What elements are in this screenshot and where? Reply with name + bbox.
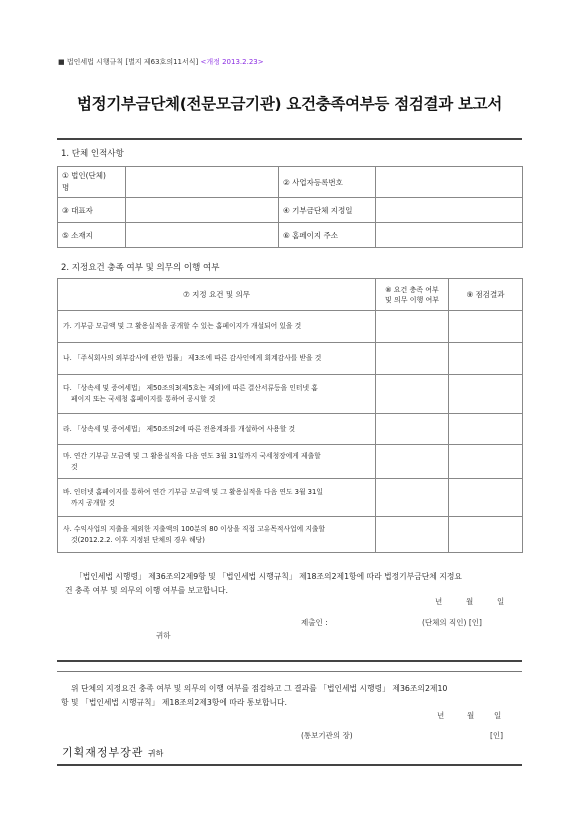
table-row <box>58 445 523 479</box>
homepage-label: ⑥ 홈페이지 주소 <box>279 223 376 248</box>
result-cell[interactable] <box>449 445 523 479</box>
compliance-cell[interactable] <box>376 445 449 479</box>
submitter-seal[interactable]: (단체의 직인) [인] <box>422 618 482 627</box>
table-row <box>58 311 523 343</box>
table-row <box>58 343 523 375</box>
compliance-cell[interactable] <box>376 311 449 343</box>
representative-label: ③ 대표자 <box>58 198 126 223</box>
info-row <box>58 198 523 223</box>
section2-heading: 2. 지정요건 충족 여부 및 의무의 이행 여부 <box>61 263 220 273</box>
report-recipient: 귀하 <box>156 631 171 640</box>
compliance-cell[interactable] <box>376 479 449 517</box>
table-row <box>58 517 523 553</box>
compliance-cell[interactable] <box>376 517 449 553</box>
requirement-ra: 라. 「상속세 및 증여세법」 제50조의2에 따른 전용계좌를 개설하여 사용할 것 <box>58 414 376 445</box>
info-row <box>58 223 523 248</box>
col-result: ⑨ 점검결과 <box>449 279 523 311</box>
table-row <box>58 375 523 414</box>
requirement-ba: 바. 인터넷 홈페이지를 통하여 연간 기부금 모금액 및 그 활용실적을 다음 연도 3월 31일 까지 공개할 것 <box>58 479 376 517</box>
report-year: 년 <box>435 597 443 606</box>
submitter-label: 제출인 : <box>301 618 328 627</box>
info-row <box>58 167 523 198</box>
table-row <box>58 414 523 445</box>
requirement-da: 다. 「상속세 및 증여세법」 제50조의3(제5호는 제외)에 따른 결산서류등을 인터넷 홈 페이지 또는 국세청 홈페이지를 통하여 공시할 것 <box>58 375 376 414</box>
bottom-divider <box>57 764 522 766</box>
requirement-ga: 가. 기부금 모금액 및 그 활용실적을 공개할 수 있는 홈페이지가 개설되어 있을 것 <box>58 311 376 343</box>
col-compliance: ⑧ 요건 충족 여부 및 의무 이행 여부 <box>376 279 449 311</box>
section1-heading: 1. 단체 인적사항 <box>61 149 124 159</box>
minister-recipient: 기획재정부장관 귀하 <box>62 746 164 759</box>
requirement-sa: 사. 수익사업의 지출을 제외한 지출액의 100분의 80 이상을 직접 고유목적사업에 지출할 것(2012.2.2. 이후 지정된 단체의 경우 해당) <box>58 517 376 553</box>
homepage-field[interactable] <box>376 223 523 248</box>
result-cell[interactable] <box>449 414 523 445</box>
notice-year: 년 <box>437 711 445 720</box>
compliance-cell[interactable] <box>376 375 449 414</box>
corp-name-label: ① 법인(단체) 명 <box>58 167 126 198</box>
page-title: 법정기부금단체(전문모금기관) 요건충족여부등 점검결과 보고서 <box>76 95 503 113</box>
middle-divider-thin <box>57 671 522 672</box>
notice-month: 월 <box>467 711 475 720</box>
requirements-header <box>58 279 523 311</box>
notice-day: 일 <box>494 711 502 720</box>
representative-field[interactable] <box>126 198 279 223</box>
top-divider <box>57 138 522 140</box>
middle-divider <box>57 660 522 662</box>
report-day: 일 <box>497 597 505 606</box>
address-field[interactable] <box>126 223 279 248</box>
bullet-icon: ■ <box>58 58 65 66</box>
report-month: 월 <box>466 597 474 606</box>
col-requirements: ⑦ 지정 요건 및 의무 <box>58 279 376 311</box>
biz-reg-label: ② 사업자등록번호 <box>279 167 376 198</box>
info-table <box>57 166 523 248</box>
designation-date-field[interactable] <box>376 198 523 223</box>
biz-reg-field[interactable] <box>376 167 523 198</box>
notice-text: 위 단체의 지정요건 충족 여부 및 의무의 이행 여부를 점검하고 그 결과를 「법인세법 시행령」 제36조의2제10 항 및 「법인세법 시행규칙」 제18조의2제3항에 따라 통보합니다. <box>61 684 448 707</box>
designation-date-label: ④ 기부금단체 지정일 <box>279 198 376 223</box>
compliance-cell[interactable] <box>376 343 449 375</box>
form-reference <box>58 57 264 67</box>
requirement-ma: 마. 연간 기부금 모금액 및 그 활용실적을 다음 연도 3월 31일까지 국세청장에게 제출할 것 <box>58 445 376 479</box>
notice-seal[interactable]: [인] <box>490 731 504 740</box>
table-row <box>58 479 523 517</box>
result-cell[interactable] <box>449 479 523 517</box>
compliance-cell[interactable] <box>376 414 449 445</box>
result-cell[interactable] <box>449 311 523 343</box>
form-ref-text: 법인세법 시행규칙 [별지 제63호의11서식] <box>66 58 199 66</box>
notice-agency: (통보기관의 장) <box>301 731 353 740</box>
result-cell[interactable] <box>449 343 523 375</box>
result-cell[interactable] <box>449 517 523 553</box>
report-text: 「법인세법 시행령」 제36조의2제9항 및 「법인세법 시행규칙」 제18조의2제1항에 따라 법정기부금단체 지정요 건 충족 여부 및 의무의 이행 여부를 보고합니다. <box>65 572 462 595</box>
address-label: ⑤ 소재지 <box>58 223 126 248</box>
requirements-table <box>57 278 523 553</box>
requirement-na: 나. 「주식회사의 외부감사에 관한 법률」 제3조에 따른 감사인에게 회계감사를 받을 것 <box>58 343 376 375</box>
result-cell[interactable] <box>449 375 523 414</box>
amend-date: <개정 2013.2.23> <box>200 58 264 66</box>
corp-name-field[interactable] <box>126 167 279 198</box>
